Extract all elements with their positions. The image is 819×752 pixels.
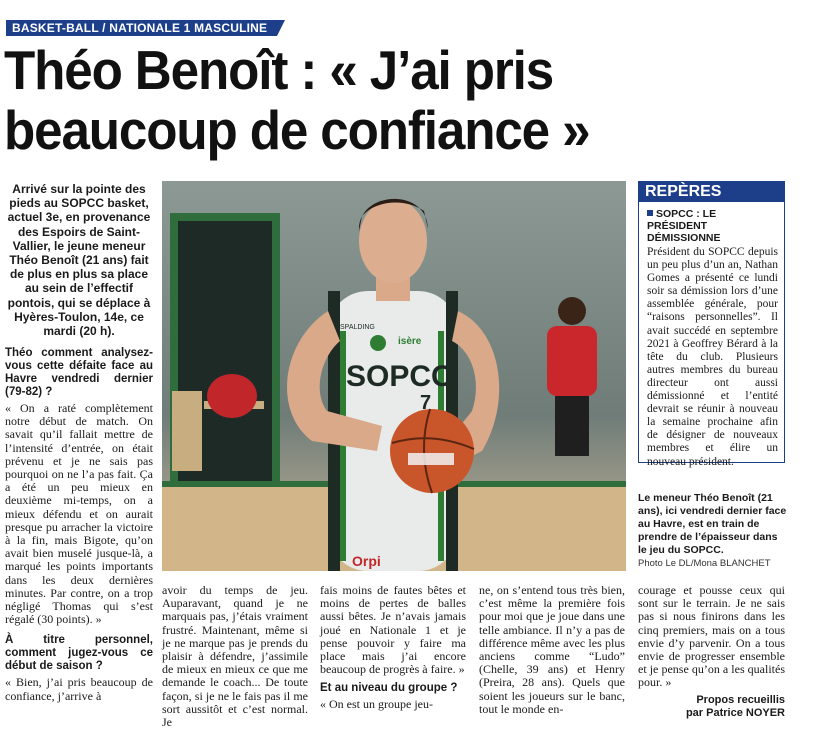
headline-line-2: beaucoup de confiance » <box>4 99 590 161</box>
article-photo <box>162 181 626 571</box>
reperes-title: REPÈRES <box>639 182 784 202</box>
section-kicker: BASKET-BALL / NATIONALE 1 MASCULINE <box>6 20 277 36</box>
answer-1: « On a raté complètement notre début de match. On savait qu’il fallait mettre de l’intensité d’entrée, on était prévenu et je ne sais pas pourquoi on ne l’a pas fait. Ça a été un peu mieux en deuxième mi-temps, on a mieux défendu et on aurait presque pu arracher la victoire à la fin, mais Bigote, qu’on avait bien muselé jusque-là, a marqué les points importants dans les deux dernières minutes. Par contre, on a trop négligé Thomas qui s’est régalé (30 points). » <box>5 401 153 627</box>
jersey-sponsor-1: isère <box>398 336 422 347</box>
caption-text: Le meneur Théo Benoît (21 ans), ici vendredi dernier face au Havre, est en train de prendre de l’épaisseur dans le jeu du SOPCC. <box>638 492 787 556</box>
signature-line-1: Propos recueillis <box>696 693 785 706</box>
reperes-subtitle <box>647 208 778 244</box>
lead-paragraph: Arrivé sur la pointe des pieds au SOPCC basket, actuel 3e, en provenance des Espoirs de Saint-Vallier, le jeune meneur Théo Benoît (21 ans) fait de plus en plus sa place au sein de l’effectif pontois, qui se déplace à Hyères-Toulon, 14e, ce mardi (20 h). <box>7 182 151 339</box>
answer-2-start: « Bien, j’ai pris beaucoup de confiance, j’arrive à <box>5 675 153 703</box>
answer-2-end: fais moins de fautes bêtes et moins de pertes de balles aussi bêtes. Je n’avais jamais joué en Nationale 1 et je pense pouvoir y faire ma place mais j’ai encore beaucoup de progrès à faire. » <box>320 583 466 677</box>
jersey-sponsor-2: SPALDING <box>340 324 375 331</box>
player-photo <box>162 181 626 571</box>
signature-line-2: par Patrice NOYER <box>685 706 785 719</box>
reperes-box <box>638 181 785 468</box>
answer-2-continued: avoir du temps de jeu. Auparavant, quand je ne marquais pas, j’étais vraiment frustré. Maintenant, même si je ne marque pas je prends du plaisir à défendre, j’assimile de mieux en mieux ce que me demande le coach... De toute façon, si je ne le fais pas il me sort aussitôt et c’est normal. Je <box>162 583 308 730</box>
square-bullet-icon <box>647 210 653 216</box>
answer-3-continued: ne, on s’entend tous très bien, c’est même la première fois pour moi que je joue dans une telle ambiance. Il n’y a pas de différence même avec les plus anciens comme “Ludo” (Chelle, 39 ans) et Henry (Preira, 28 ans). Quels que soient les joueurs sur le banc, tout le monde en- <box>479 583 625 716</box>
article-column-3 <box>320 584 466 716</box>
reperes-subtitle-text: SOPCC : LE PRÉSIDENT DÉMISSIONNE <box>647 208 721 244</box>
photo-credit: Photo Le DL/Mona BLANCHET <box>638 558 771 569</box>
reperes-body: Président du SOPCC depuis un peu plus d’un an, Nathan Gomes a présenté ce lundi soir sa démission lors d’une assemblée générale, pour “raisons personnelles”. Il avait succédé en septembre 2021 à Geoffrey Bérard à la tête du club. Plusieurs autres membres du bureau directeur ont aussi démissionné et l’entité devrait se réunir à nouveau la semaine prochaine afin de désigner de nouveaux membres et élire un nouveau président. <box>647 246 778 468</box>
jersey-number: 7 <box>420 392 432 414</box>
article-column-5 <box>638 584 785 720</box>
club-logo-icon <box>370 335 386 351</box>
article-column-1 <box>5 345 153 707</box>
answer-3-start: « On est un groupe jeu- <box>320 697 433 712</box>
headline-line-1: Théo Benoît : « J’ai pris <box>4 39 554 101</box>
question-3: Et au niveau du groupe ? <box>320 682 458 695</box>
headline <box>4 40 757 160</box>
question-1: Théo comment analysez-vous cette défaite face au Havre vendredi dernier (79-82) ? <box>5 347 153 398</box>
article-column-4 <box>479 584 625 720</box>
article-column-2 <box>162 584 308 733</box>
photo-caption <box>638 492 788 570</box>
question-2: À titre personnel, comment jugez-vous ce début de saison ? <box>5 634 153 673</box>
answer-3-end: courage et pousse ceux qui sont sur le terrain. Je ne sais pas si nous finirons dans les cinq premiers, mais on a tous envie d’y parvenir. On a tous envie de progresser ensemble et je pense qu’on a les qualités pour. » <box>638 583 785 690</box>
shorts-text: Orpi <box>352 553 381 569</box>
jersey-text: SOPCC <box>346 360 453 393</box>
